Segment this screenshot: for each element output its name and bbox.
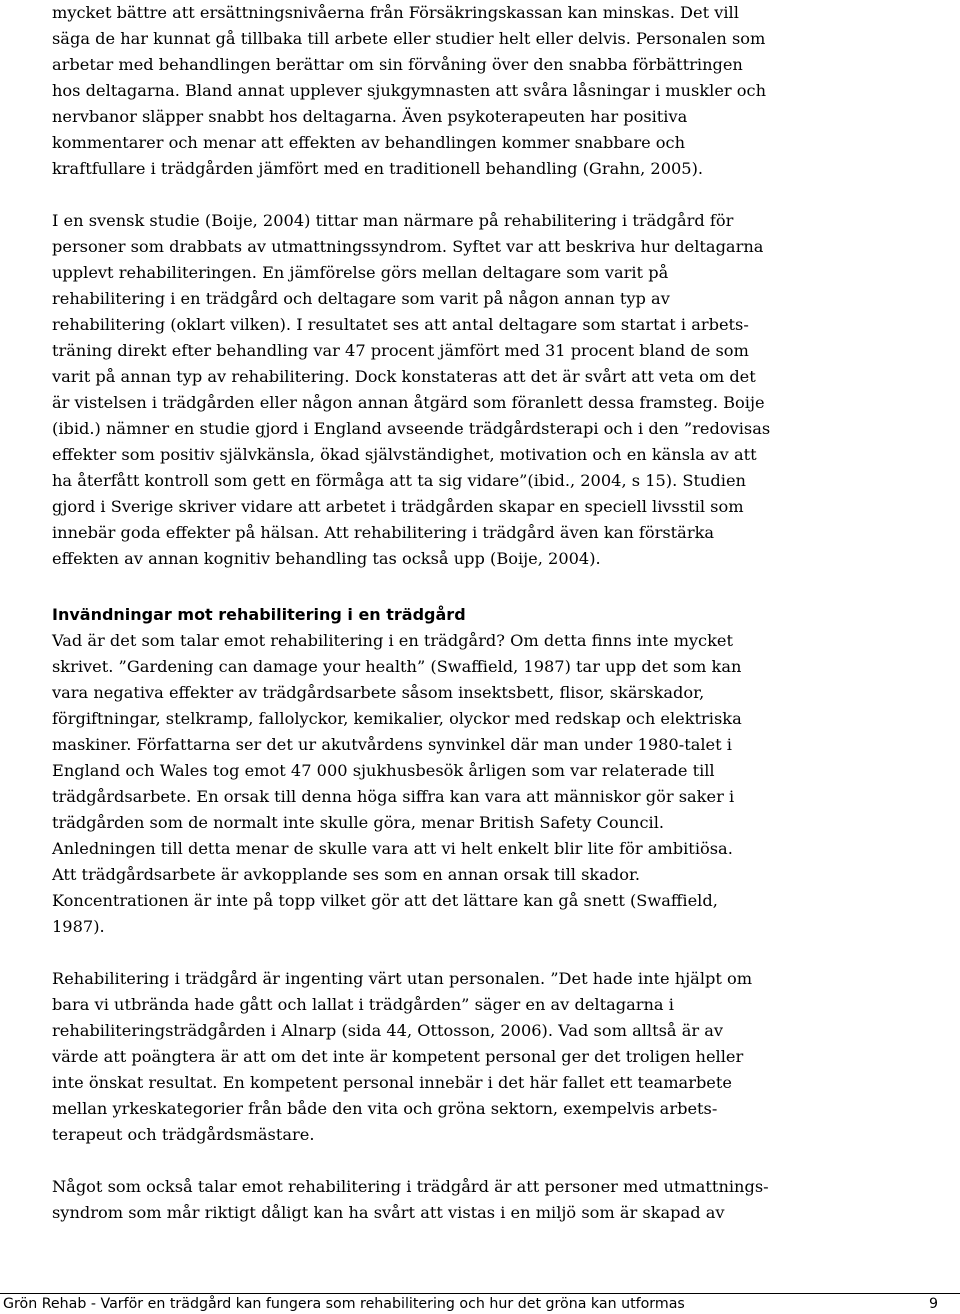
page-footer — [0, 1293, 960, 1314]
text-line: varit på annan typ av rehabilitering. Dock konstateras att det är svårt att veta om det — [52, 367, 756, 386]
section-heading: Invändningar mot rehabilitering i en trädgård — [52, 605, 466, 624]
paragraph-spacer — [52, 572, 772, 598]
text-line: Rehabilitering i trädgård är ingenting värt utan personalen. ”Det hade inte hjälpt om — [52, 969, 753, 988]
text-line: personer som drabbats av utmattningssyndrom. Syftet var att beskriva hur deltagarna — [52, 237, 764, 256]
text-line: I en svensk studie (Boije, 2004) tittar man närmare på rehabilitering i trädgård för — [52, 211, 734, 230]
text-line: arbetar med behandlingen berättar om sin förvåning över den snabba förbättringen — [52, 55, 743, 74]
text-line: syndrom som mår riktigt dåligt kan ha svårt att vistas i en miljö som är skapad av — [52, 1203, 725, 1222]
text-line: upplevt rehabiliteringen. En jämförelse görs mellan deltagare som varit på — [52, 263, 669, 282]
paragraph-1 — [52, 0, 772, 182]
text-line: mellan yrkeskategorier från både den vita och gröna sektorn, exempelvis arbets- — [52, 1099, 718, 1118]
text-line: skrivet. ”Gardening can damage your health” (Swaffield, 1987) tar upp det som kan — [52, 657, 742, 676]
text-line: träning direkt efter behandling var 47 procent jämfört med 31 procent bland de som — [52, 341, 749, 360]
text-line: Att trädgårdsarbete är avkopplande ses som en annan orsak till skador. — [52, 865, 641, 884]
text-line: gjord i Sverige skriver vidare att arbetet i trädgården skapar en speciell livsstil som — [52, 497, 744, 516]
text-line: effekten av annan kognitiv behandling tas också upp (Boije, 2004). — [52, 549, 601, 568]
paragraph-2 — [52, 208, 772, 572]
text-line: nervbanor släpper snabbt hos deltagarna. Även psykoterapeuten har positiva — [52, 107, 688, 126]
text-line: Koncentrationen är inte på topp vilket gör att det lättare kan gå snett (Swaffield, — [52, 891, 718, 910]
text-line: trädgårdsarbete. En orsak till denna höga siffra kan vara att människor gör saker i — [52, 787, 735, 806]
text-line: rehabilitering (oklart vilken). I resultatet ses att antal deltagare som startat i arbets- — [52, 315, 749, 334]
page-number: 9 — [928, 1296, 938, 1312]
paragraph-spacer — [52, 1148, 772, 1174]
text-line: hos deltagarna. Bland annat upplever sjukgymnasten att svåra låsningar i muskler och — [52, 81, 767, 100]
text-line: terapeut och trädgårdsmästare. — [52, 1125, 315, 1144]
text-line: trädgården som de normalt inte skulle göra, menar British Safety Council. — [52, 813, 665, 832]
paragraph-5 — [52, 1174, 772, 1226]
text-line: Något som också talar emot rehabilitering i trädgård är att personer med utmattnings- — [52, 1177, 769, 1196]
text-line: Anledningen till detta menar de skulle vara att vi helt enkelt blir lite för ambitiösa. — [52, 839, 733, 858]
text-line: (ibid.) nämner en studie gjord i England avseende trädgårdsterapi och i den ”redovisas — [52, 419, 771, 438]
footer-title: Grön Rehab - Varför en trädgård kan fungera som rehabilitering och hur det gröna kan utformas — [3, 1296, 685, 1312]
text-line: England och Wales tog emot 47 000 sjukhusbesök årligen som var relaterade till — [52, 761, 715, 780]
text-line: Vad är det som talar emot rehabilitering i en trädgård? Om detta finns inte mycket — [52, 631, 734, 650]
text-line: bara vi utbrända hade gått och lallat i trädgården” säger en av deltagarna i — [52, 995, 674, 1014]
text-line: är vistelsen i trädgården eller någon annan åtgärd som föranlett dessa framsteg. Boije — [52, 393, 765, 412]
document-body — [52, 0, 772, 1226]
text-line: rehabilitering i en trädgård och deltagare som varit på någon annan typ av — [52, 289, 670, 308]
text-line: kraftfullare i trädgården jämfört med en traditionell behandling (Grahn, 2005). — [52, 159, 704, 178]
paragraph-4 — [52, 966, 772, 1148]
text-line: rehabiliteringsträdgården i Alnarp (sida 44, Ottosson, 2006). Vad som alltså är av — [52, 1021, 724, 1040]
paragraph-spacer — [52, 940, 772, 966]
text-line: värde att poängtera är att om det inte är kompetent personal ger det troligen heller — [52, 1047, 744, 1066]
paragraph-spacer — [52, 182, 772, 208]
text-line: inte önskat resultat. En kompetent personal innebär i det här fallet ett teamarbete — [52, 1073, 732, 1092]
paragraph-3 — [52, 628, 772, 940]
text-line: effekter som positiv självkänsla, ökad självständighet, motivation och en känsla av att — [52, 445, 757, 464]
text-line: kommentarer och menar att effekten av behandlingen kommer snabbare och — [52, 133, 686, 152]
text-line: innebär goda effekter på hälsan. Att rehabilitering i trädgård även kan förstärka — [52, 523, 715, 542]
text-line: säga de har kunnat gå tillbaka till arbete eller studier helt eller delvis. Personalen som — [52, 29, 766, 48]
text-line: maskiner. Författarna ser det ur akutvårdens synvinkel där man under 1980-talet i — [52, 735, 732, 754]
text-line: vara negativa effekter av trädgårdsarbete såsom insektsbett, flisor, skärskador, — [52, 683, 705, 702]
text-line: mycket bättre att ersättningsnivåerna från Försäkringskassan kan minskas. Det vill — [52, 3, 739, 22]
text-line: ha återfått kontroll som gett en förmåga att ta sig vidare”(ibid., 2004, s 15). Studien — [52, 471, 746, 490]
text-line: 1987). — [52, 917, 105, 936]
text-line: förgiftningar, stelkramp, fallolyckor, kemikalier, olyckor med redskap och elektriska — [52, 709, 742, 728]
